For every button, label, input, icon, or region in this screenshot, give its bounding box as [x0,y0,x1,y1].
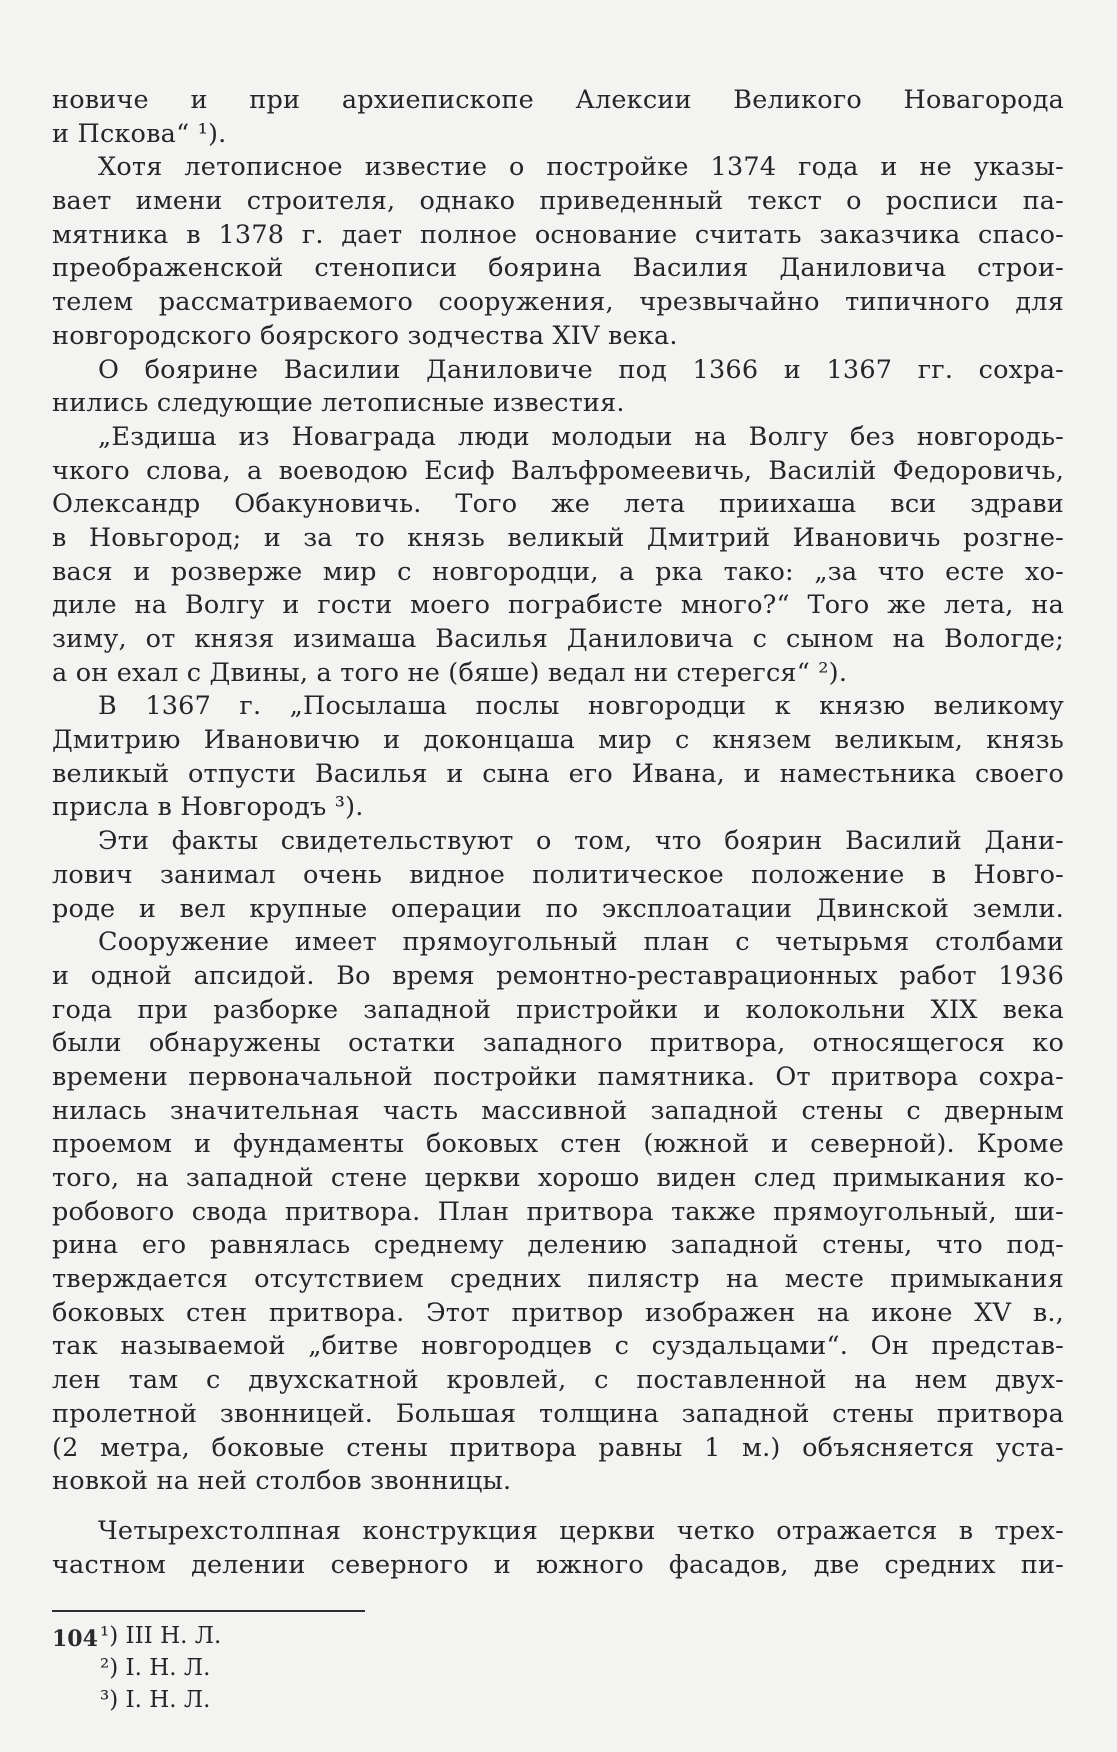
text-line: новкой на ней столбов звонницы. [52,1466,512,1497]
text-line: роде и вел крупные операции по эксплоатации Двинской земли. [52,893,1064,924]
text-line: а он ехал с Двины, а того не (бяше) ведал ни стерегся“ ²). [52,657,848,688]
text-line: робового свода притвора. План притвора также прямоугольный, ши- [52,1196,1064,1227]
text-line: тверждается отсутствием средних пилястр на месте примыкания [52,1264,1064,1295]
text-line: боковых стен притвора. Этот притвор изображен на иконе XV в., [52,1297,1064,1328]
text-line: вает имени строителя, однако приведенный текст о росписи па- [52,186,1064,217]
text-line: телем рассматриваемого сооружения, чрезвычайно типичного для [52,287,1064,318]
text-line: преображенской стенописи боярина Василия Даниловича строи- [52,253,1064,284]
text-line: проемом и фундаменты боковых стен (южной и северной). Кроме [52,1129,1064,1160]
text-line: В 1367 г. „Посылаша послы новгородци к князю великому [98,691,1064,722]
text-line: новгородского боярского зодчества XIV века. [52,320,678,351]
text-line: пролетной звонницей. Большая толщина западной стены притвора [52,1398,1064,1429]
text-line: (2 метра, боковые стены притвора равны 1 м.) объясняется уста- [52,1432,1064,1463]
page-body [52,84,1064,1716]
text-line: Эти факты свидетельствуют о том, что боярин Василий Дани- [98,826,1064,857]
text-line: и одной апсидой. Во время ремонтно-реставрационных работ 1936 [52,960,1064,991]
text-line: Дмитрию Ивановичю и доконцаша мир с князем великым, князь [52,725,1064,756]
text-line: мятника в 1378 г. дает полное основание считать заказчика спасо- [52,219,1064,250]
text-line: присла в Новгородъ ³). [52,792,364,823]
footnotes [52,1620,1064,1716]
text-line: частном делении северного и южного фасадов, две средних пи- [52,1549,1064,1580]
text-line: времени первоначальной постройки памятника. От притвора сохра- [52,1061,1064,1092]
text-line: нилась значительная часть массивной западной стены с дверным [52,1095,1064,1126]
text-line: „Ездиша из Новаграда люди молодыи на Волгу без новгородь- [98,421,1064,452]
text-line: Сооружение имеет прямоугольный план с четырьмя столбами [98,927,1064,958]
text-line: рина его равнялась среднему делению западной стены, что под- [52,1230,1064,1261]
text-line: нились следующие летописные известия. [52,388,625,419]
text-line: и Пскова“ ¹). [52,118,227,149]
text-line: зиму, от князя изимаша Василья Даниловича с сыном на Вологде; [52,624,1064,654]
text-line: чкого слова, а воеводою Есиф Валъфромеевичь, Василій Федоровичь, [52,455,1064,486]
text-line: года при разборке западной пристройки и колокольни XIX века [52,994,1064,1025]
text-line: так называемой „битве новгородцев с суздальцами“. Он представ- [52,1331,1064,1362]
text-line: в Новьгород; и за то князь великый Дмитрий Ивановичь розгне- [52,522,1064,553]
text-line: лен там с двухскатной кровлей, с поставленной на нем двух- [52,1365,1064,1396]
text-line: диле на Волгу и гости моего пограбисте много?“ Того же лета, на [52,590,1064,621]
footnote: ³) I. Н. Л. [100,1687,211,1714]
text-line: Хотя летописное известие о постройке 1374 года и не указы- [98,152,1064,183]
text-line: того, на западной стене церкви хорошо виден след примыкания ко- [52,1163,1064,1193]
page-number: 104 [52,1626,98,1652]
text-line: О боярине Василии Даниловиче под 1366 и 1367 гг. сохра- [98,354,1064,385]
text-line: новиче и при архиепископе Алексии Великого Новагорода [52,85,1064,115]
text-line: были обнаружены остатки западного притвора, относящегося ко [52,1028,1064,1059]
text-line: Четырехстолпная конструкция церкви четко отражается в трех- [98,1515,1064,1546]
text-line: Олександр Обакуновичь. Того же лета приихаша вси здрави [52,489,1064,520]
footnote-divider [52,1610,365,1612]
footnote: ¹) III Н. Л. [100,1623,222,1650]
text-line: великый отпусти Василья и сына его Ивана, и наместьника своего [52,758,1064,789]
footnote: ²) I. Н. Л. [100,1655,211,1682]
text-line: лович занимал очень видное политическое положение в Новго- [52,859,1064,890]
text-line: вася и розверже мир с новгородци, а рка тако: „за что есте хо- [52,556,1064,587]
